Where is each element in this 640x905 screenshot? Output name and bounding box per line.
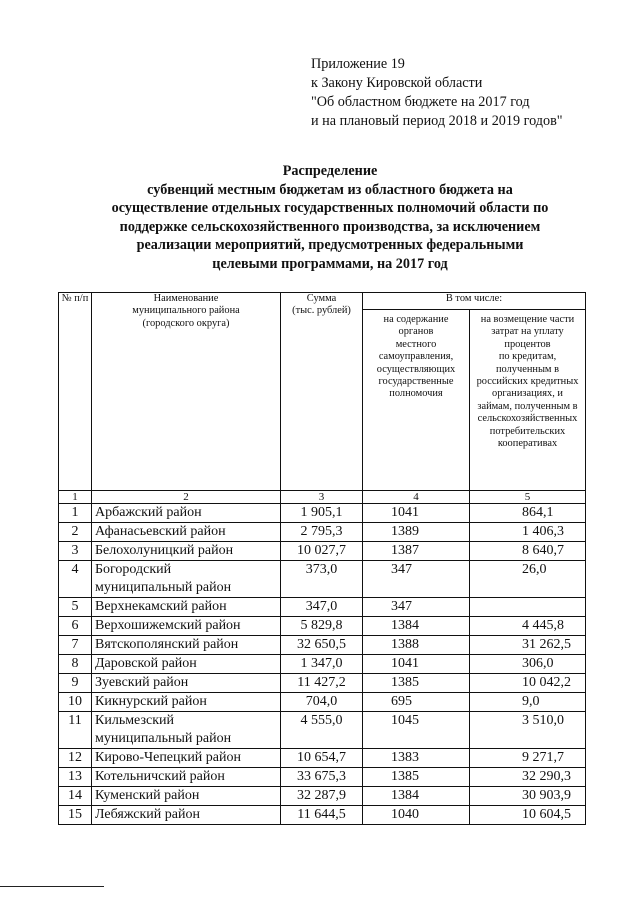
total-sum: 1 347,0	[281, 655, 363, 674]
district-name-line: муниципальный район	[95, 580, 232, 595]
total-sum: 1 905,1	[281, 504, 363, 523]
row-number: 14	[59, 787, 92, 806]
header-sum	[281, 293, 363, 491]
column-number: 1	[59, 491, 92, 504]
district-name	[92, 712, 281, 749]
header-sub-b	[470, 310, 586, 491]
document-title	[70, 162, 590, 274]
table-row	[59, 749, 586, 768]
header-sub-b-line: на возмещение части	[480, 314, 575, 325]
column-number: 5	[470, 491, 586, 504]
row-number: 10	[59, 693, 92, 712]
header-name-line: (городского округа)	[142, 317, 230, 329]
column-number: 2	[92, 491, 281, 504]
district-name-line: муниципальный район	[95, 731, 232, 746]
sum-interest-compensation: 8 640,7	[470, 542, 586, 561]
title-line: целевыми программами, на 2017 год	[212, 255, 448, 272]
district-name	[92, 504, 281, 523]
district-name-line: Котельничский район	[95, 769, 225, 784]
total-sum: 10 654,7	[281, 749, 363, 768]
district-name	[92, 768, 281, 787]
district-name	[92, 636, 281, 655]
sum-local-government: 1383	[363, 749, 470, 768]
header-sub-b-line: организациях, и	[492, 388, 563, 400]
sum-interest-compensation: 1 406,3	[470, 523, 586, 542]
total-sum: 11 427,2	[281, 674, 363, 693]
title-line: поддержке сельскохозяйственного производства, за исключением	[119, 218, 541, 235]
appendix-note	[311, 55, 563, 131]
row-number: 6	[59, 617, 92, 636]
sum-local-government: 1389	[363, 523, 470, 542]
sum-interest-compensation: 9 271,7	[470, 749, 586, 768]
district-name	[92, 561, 281, 598]
row-number: 3	[59, 542, 92, 561]
header-sub-b-line: сельскохозяйственных	[477, 413, 578, 425]
district-name-line: Лебяжский район	[95, 807, 200, 822]
total-sum: 2 795,3	[281, 523, 363, 542]
row-number: 4	[59, 561, 92, 598]
sum-local-government: 1385	[363, 768, 470, 787]
row-number: 1	[59, 504, 92, 523]
table-row	[59, 768, 586, 787]
header-name-line: Наименование	[153, 293, 219, 304]
row-number: 7	[59, 636, 92, 655]
sum-local-government: 1041	[363, 504, 470, 523]
district-name	[92, 655, 281, 674]
sum-interest-compensation: 306,0	[470, 655, 586, 674]
row-number: 8	[59, 655, 92, 674]
district-name-line: Афанасьевский район	[95, 524, 226, 539]
row-number: 9	[59, 674, 92, 693]
appendix-line: Приложение 19	[311, 56, 405, 72]
total-sum: 33 675,3	[281, 768, 363, 787]
total-sum: 32 287,9	[281, 787, 363, 806]
district-name-line: Кирово-Чепецкий район	[95, 750, 242, 765]
district-name	[92, 542, 281, 561]
sum-local-government: 1041	[363, 655, 470, 674]
column-number: 3	[281, 491, 363, 504]
sum-local-government: 695	[363, 693, 470, 712]
sum-local-government: 347	[363, 561, 470, 598]
table-row	[59, 523, 586, 542]
district-name-line: Вятскополянский район	[95, 637, 239, 652]
district-name-line: Куменский район	[95, 788, 200, 803]
header-no-label: № п/п	[61, 293, 89, 304]
district-name	[92, 523, 281, 542]
district-name-line: Верхнекамский район	[95, 599, 227, 614]
table-row	[59, 617, 586, 636]
district-name	[92, 693, 281, 712]
header-sub-a-line: полномочия	[389, 388, 443, 400]
district-name-line: Белохолуницкий район	[95, 543, 234, 558]
total-sum: 704,0	[281, 693, 363, 712]
title-line: субвенций местным бюджетам из областного бюджета на	[147, 181, 513, 198]
sum-interest-compensation: 9,0	[470, 693, 586, 712]
header-sum-line: Сумма	[306, 293, 337, 304]
sum-interest-compensation: 30 903,9	[470, 787, 586, 806]
district-name-line: Богородский	[95, 562, 172, 577]
district-name	[92, 598, 281, 617]
total-sum: 32 650,5	[281, 636, 363, 655]
table-row	[59, 712, 586, 749]
header-including-label: В том числе:	[445, 293, 503, 304]
sum-local-government: 1384	[363, 787, 470, 806]
header-sub-b-line: процентов	[504, 338, 551, 350]
appendix-line: к Закону Кировской области	[311, 75, 483, 91]
sum-interest-compensation: 10 604,5	[470, 806, 586, 825]
sum-interest-compensation: 31 262,5	[470, 636, 586, 655]
header-sub-a-line: самоуправления,	[378, 351, 454, 363]
header-sub-b-line: займам, полученным в	[477, 400, 578, 412]
table-row	[59, 542, 586, 561]
table-row	[59, 655, 586, 674]
appendix-line: и на плановый период 2018 и 2019 годов"	[311, 113, 563, 129]
footnote-rule	[0, 886, 104, 887]
district-name	[92, 674, 281, 693]
sum-interest-compensation: 32 290,3	[470, 768, 586, 787]
column-number-row	[59, 491, 586, 504]
district-name-line: Зуевский район	[95, 675, 189, 690]
header-sub-b-line: потребительских	[489, 425, 566, 437]
sum-interest-compensation: 4 445,8	[470, 617, 586, 636]
header-row	[59, 293, 586, 310]
row-number: 13	[59, 768, 92, 787]
total-sum: 11 644,5	[281, 806, 363, 825]
sum-interest-compensation	[470, 598, 586, 617]
header-sub-b-line: по кредитам,	[498, 351, 557, 363]
row-number: 15	[59, 806, 92, 825]
sum-local-government: 1045	[363, 712, 470, 749]
total-sum: 373,0	[281, 561, 363, 598]
column-number: 4	[363, 491, 470, 504]
title-line: осуществление отдельных государственных полномочий области по	[111, 200, 549, 217]
header-sub-a-line: государственные	[378, 376, 454, 388]
sum-interest-compensation: 864,1	[470, 504, 586, 523]
header-sub-a-line: местного	[395, 338, 437, 350]
header-sub-b-line: затрат на уплату	[491, 326, 564, 338]
district-name	[92, 749, 281, 768]
district-name-line: Кикнурский район	[95, 694, 207, 709]
table-row	[59, 674, 586, 693]
title-line: реализации мероприятий, предусмотренных федеральными	[136, 237, 524, 254]
header-name	[92, 293, 281, 491]
table-row	[59, 787, 586, 806]
sum-local-government: 347	[363, 598, 470, 617]
sum-local-government: 1385	[363, 674, 470, 693]
table-row	[59, 806, 586, 825]
sum-local-government: 1384	[363, 617, 470, 636]
table-row	[59, 598, 586, 617]
district-name	[92, 787, 281, 806]
header-sub-b-line: полученным в	[495, 363, 560, 375]
district-name-line: Арбажский район	[95, 505, 202, 520]
sum-interest-compensation: 3 510,0	[470, 712, 586, 749]
header-including	[363, 293, 586, 310]
header-no	[59, 293, 92, 491]
total-sum: 5 829,8	[281, 617, 363, 636]
district-name-line: Верхошижемский район	[95, 618, 241, 633]
row-number: 11	[59, 712, 92, 749]
table-row	[59, 636, 586, 655]
row-number: 2	[59, 523, 92, 542]
sum-interest-compensation: 10 042,2	[470, 674, 586, 693]
total-sum: 10 027,7	[281, 542, 363, 561]
district-name	[92, 806, 281, 825]
sum-local-government: 1387	[363, 542, 470, 561]
appendix-line: "Об областном бюджете на 2017 год	[311, 94, 530, 110]
table-row	[59, 561, 586, 598]
row-number: 5	[59, 598, 92, 617]
district-name-line: Даровской район	[95, 656, 197, 671]
header-name-line: муниципального района	[132, 305, 240, 317]
header-sub-a-line: осуществляющих	[376, 363, 456, 375]
header-sub-b-line: российских кредитных	[476, 376, 579, 388]
district-name-line: Кильмезский	[95, 713, 174, 728]
sum-local-government: 1388	[363, 636, 470, 655]
header-sub-a	[363, 310, 470, 491]
district-name	[92, 617, 281, 636]
table-row	[59, 693, 586, 712]
sum-interest-compensation: 26,0	[470, 561, 586, 598]
header-sub-a-line: органов	[398, 326, 434, 338]
header-sub-a-line: на содержание	[383, 314, 449, 325]
subsidy-table	[58, 292, 586, 825]
total-sum: 4 555,0	[281, 712, 363, 749]
row-number: 12	[59, 749, 92, 768]
total-sum: 347,0	[281, 598, 363, 617]
sum-local-government: 1040	[363, 806, 470, 825]
header-sum-line: (тыс. рублей)	[292, 305, 351, 317]
header-sub-b-line: кооперативах	[497, 438, 558, 450]
table-row	[59, 504, 586, 523]
title-line: Распределение	[282, 163, 378, 179]
